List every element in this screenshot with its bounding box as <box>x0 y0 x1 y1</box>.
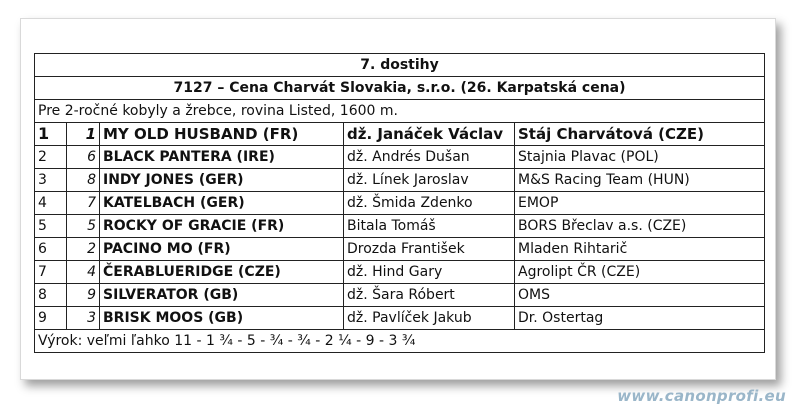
placing-cell: 6 <box>35 238 67 261</box>
placing-cell: 3 <box>35 169 67 192</box>
table-row <box>35 261 765 284</box>
start-number-cell: 5 <box>67 215 100 238</box>
placing-cell: 9 <box>35 307 67 330</box>
subtitle-row <box>35 77 765 100</box>
table-row <box>35 307 765 330</box>
jockey-cell: dž. Hind Gary <box>344 261 515 284</box>
jockey-cell: dž. Šara Róbert <box>344 284 515 307</box>
owner-cell: M&S Racing Team (HUN) <box>515 169 765 192</box>
title-row <box>35 54 765 77</box>
horse-name-cell: BLACK PANTERA (IRE) <box>100 146 344 169</box>
placing-cell: 8 <box>35 284 67 307</box>
table-row <box>35 169 765 192</box>
jockey-cell: Bitala Tomáš <box>344 215 515 238</box>
start-number-cell: 4 <box>67 261 100 284</box>
table-row <box>35 284 765 307</box>
race-title: 7. dostihy <box>35 54 765 77</box>
horse-name-cell: BRISK MOOS (GB) <box>100 307 344 330</box>
jockey-cell: dž. Andrés Dušan <box>344 146 515 169</box>
verdict-row <box>35 330 765 353</box>
owner-cell: OMS <box>515 284 765 307</box>
owner-cell: Agrolipt ČR (CZE) <box>515 261 765 284</box>
owner-cell: Stajnia Plavac (POL) <box>515 146 765 169</box>
start-number-cell: 1 <box>67 123 100 146</box>
race-verdict: Výrok: veľmi ľahko 11 - 1 ¾ - 5 - ¾ - ¾ - 2 ¼ - 9 - 3 ¾ <box>35 330 765 353</box>
start-number-cell: 3 <box>67 307 100 330</box>
horse-name-cell: ČERABLUERIDGE (CZE) <box>100 261 344 284</box>
start-number-cell: 9 <box>67 284 100 307</box>
conditions-row <box>35 100 765 123</box>
placing-cell: 5 <box>35 215 67 238</box>
horse-name-cell: ROCKY OF GRACIE (FR) <box>100 215 344 238</box>
owner-cell: EMOP <box>515 192 765 215</box>
jockey-cell: dž. Šmida Zdenko <box>344 192 515 215</box>
result-sheet <box>20 18 776 380</box>
owner-cell: Dr. Ostertag <box>515 307 765 330</box>
table-row <box>35 146 765 169</box>
table-row <box>35 215 765 238</box>
start-number-cell: 8 <box>67 169 100 192</box>
start-number-cell: 7 <box>67 192 100 215</box>
start-number-cell: 6 <box>67 146 100 169</box>
horse-name-cell: INDY JONES (GER) <box>100 169 344 192</box>
jockey-cell: dž. Pavlíček Jakub <box>344 307 515 330</box>
jockey-cell: dž. Janáček Václav <box>344 123 515 146</box>
watermark: www.canonprofi.eu <box>617 387 786 405</box>
placing-cell: 7 <box>35 261 67 284</box>
table-row <box>35 123 765 146</box>
owner-cell: BORS Břeclav a.s. (CZE) <box>515 215 765 238</box>
placing-cell: 1 <box>35 123 67 146</box>
horse-name-cell: KATELBACH (GER) <box>100 192 344 215</box>
start-number-cell: 2 <box>67 238 100 261</box>
placing-cell: 2 <box>35 146 67 169</box>
owner-cell: Mladen Rihtarič <box>515 238 765 261</box>
race-results-table <box>34 53 765 353</box>
horse-name-cell: MY OLD HUSBAND (FR) <box>100 123 344 146</box>
race-conditions: Pre 2-ročné kobyly a žrebce, rovina Listed, 1600 m. <box>35 100 765 123</box>
jockey-cell: dž. Línek Jaroslav <box>344 169 515 192</box>
placing-cell: 4 <box>35 192 67 215</box>
owner-cell: Stáj Charvátová (CZE) <box>515 123 765 146</box>
horse-name-cell: SILVERATOR (GB) <box>100 284 344 307</box>
horse-name-cell: PACINO MO (FR) <box>100 238 344 261</box>
table-row <box>35 238 765 261</box>
table-row <box>35 192 765 215</box>
race-subtitle: 7127 – Cena Charvát Slovakia, s.r.o. (26. Karpatská cena) <box>35 77 765 100</box>
jockey-cell: Drozda František <box>344 238 515 261</box>
